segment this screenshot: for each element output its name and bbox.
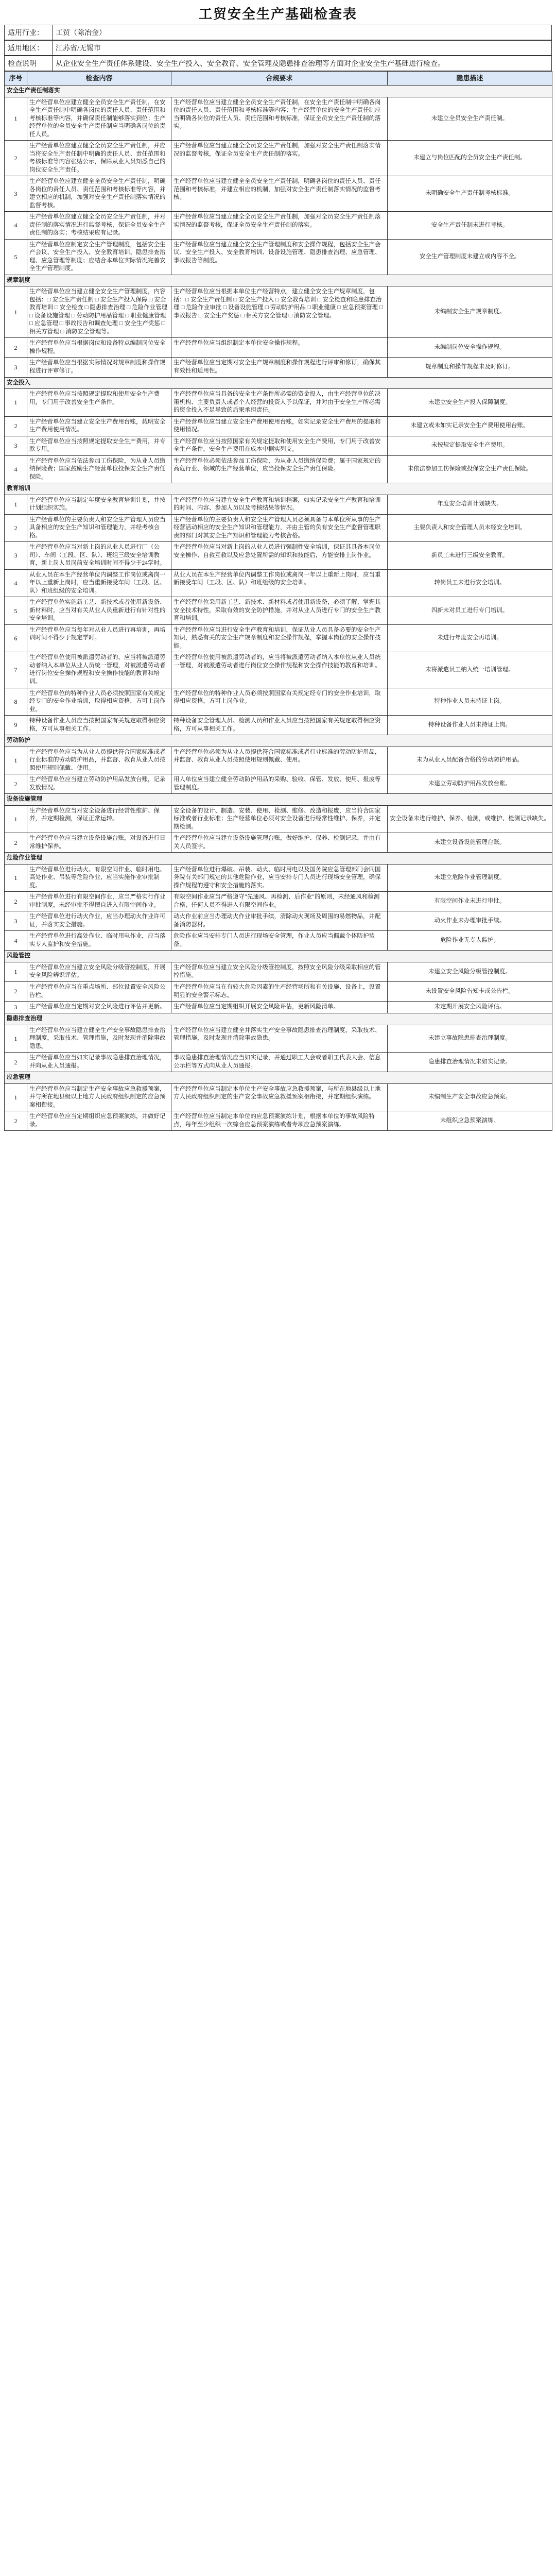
meta-key: 适用行业： xyxy=(4,25,52,40)
row-content: 从业人员在本生产经营单位内调整工作岗位或离岗一年以上重新上岗时，应当重新接受车间（工段、区、队）和班组级的安全培训。 xyxy=(27,569,171,597)
row-issue: 未设置安全风险告知卡或公告栏。 xyxy=(388,981,552,1001)
row-content: 生产经营单位应建立健全全员安全生产责任制，并应当将安全生产责任制中明确的责任人员、责任范围和考核标准等内容张贴公示，保障从业人员知悉自己的岗位安全生产责任。 xyxy=(27,141,171,176)
row-requirement: 生产经营单位应当组织制定本单位安全操作规程。 xyxy=(171,338,388,358)
category-row xyxy=(5,1013,552,1025)
category-label: 危险作业管理 xyxy=(5,853,552,865)
row-content: 生产经营单位应制定安全生产管理制度，包括安全生产会议、安全生产投入、安全教育培训、隐患排查治理、应急管理等制度；应结合本单位实际情况完善安全生产管理制度。 xyxy=(27,239,171,275)
category-row xyxy=(5,735,552,747)
checklist-table xyxy=(4,71,552,1131)
row-requirement: 从业人员在本生产经营单位内调整工作岗位或离岗一年以上重新上岗时，应当重新接受车间（工段、区、队）和班组级的安全培训。 xyxy=(171,569,388,597)
row-index: 3 xyxy=(5,911,27,931)
row-issue: 规章制度和操作规程未及时修订。 xyxy=(388,358,552,377)
category-label: 隐患排查治理 xyxy=(5,1013,552,1025)
row-index: 4 xyxy=(5,931,27,951)
row-requirement: 生产经营单位进行爆破、吊装、动火、临时用电以及国务院应急管理部门会同国务院有关部门规定的其他危险作业，应当安排专门人员进行现场安全管理，确保操作规程的遵守和安全措施的落实。 xyxy=(171,864,388,892)
category-label: 规章制度 xyxy=(5,275,552,286)
category-label: 劳动防护 xyxy=(5,735,552,747)
row-index: 1 xyxy=(5,97,27,141)
row-index: 2 xyxy=(5,774,27,794)
row-requirement: 生产经营单位应当定期组织开展安全风险评估，更新风险清单。 xyxy=(171,1002,388,1013)
row-content: 生产经营单位应当根据岗位和设备特点编制岗位安全操作规程。 xyxy=(27,338,171,358)
row-index: 3 xyxy=(5,1002,27,1013)
category-row xyxy=(5,1072,552,1084)
row-issue: 危险作业无专人监护。 xyxy=(388,931,552,951)
table-row xyxy=(5,716,552,735)
table-row xyxy=(5,212,552,240)
row-issue: 未编制岗位安全操作规程。 xyxy=(388,338,552,358)
table-row xyxy=(5,962,552,981)
row-index: 7 xyxy=(5,652,27,688)
row-content: 生产经营单位应建立健全全员安全生产责任制，明确各岗位的责任人员、责任范围和考核标准等内容，并建立相应的机制，加强对安全生产责任制落实情况的监督考核。 xyxy=(27,176,171,212)
table-row xyxy=(5,688,552,716)
row-content: 生产经营单位应当按照规定提取和使用安全生产费用，专门用于改善安全生产条件。 xyxy=(27,389,171,417)
meta-row xyxy=(4,40,552,56)
row-content: 生产经营单位应当建立设备设施台账，对设备进行日常维护保养。 xyxy=(27,833,171,853)
row-index: 1 xyxy=(5,286,27,338)
table-row xyxy=(5,864,552,892)
table-row xyxy=(5,1083,552,1111)
row-index: 6 xyxy=(5,624,27,652)
row-requirement: 生产经营单位应当在有较大危险因素的生产经营场所和有关设施、设备上，设置明显的安全警示标志。 xyxy=(171,981,388,1001)
row-index: 5 xyxy=(5,239,27,275)
meta-key: 检查说明 xyxy=(4,56,52,71)
row-issue: 安全生产责任制未进行考核。 xyxy=(388,212,552,240)
row-index: 1 xyxy=(5,1083,27,1111)
row-issue: 未为从业人员配备合格的劳动防护用品。 xyxy=(388,747,552,774)
row-issue: 未编制安全生产规章制度。 xyxy=(388,286,552,338)
category-row xyxy=(5,275,552,286)
row-requirement: 危险作业应当安排专门人员进行现场安全管理，作业人员应当佩戴个体防护装备。 xyxy=(171,931,388,951)
row-index: 3 xyxy=(5,358,27,377)
row-issue: 未定期开展安全风险评估。 xyxy=(388,1002,552,1013)
row-content: 生产经营单位应当制定年度安全教育培训计划，并按计划组织实施。 xyxy=(27,495,171,514)
row-issue: 未建立与岗位匹配的全员安全生产责任制。 xyxy=(388,141,552,176)
row-content: 生产经营单位应当定期组织应急预案演练，并做好记录。 xyxy=(27,1111,171,1131)
row-index: 3 xyxy=(5,176,27,212)
row-index: 1 xyxy=(5,962,27,981)
table-row xyxy=(5,1053,552,1072)
row-content: 生产经营单位应当建立健全安全生产管理制度，内容包括：□ 安全生产责任制 □ 安全生产投入保障 □ 安全教育培训 □ 安全检查 □ 隐患排查治理 □ 危险作业管理 □ 设备设施管理 □ 劳动防护用品管理 □ 职业健康管理 □ 应急管理 □ 事故报告和调查处理 □ 安全生产奖惩 □ 相关方管理 □ 消防安全管理等。 xyxy=(27,286,171,338)
table-row xyxy=(5,911,552,931)
row-issue: 未建立危险作业管理制度。 xyxy=(388,864,552,892)
table-header-row xyxy=(5,72,552,86)
meta-row xyxy=(4,25,552,40)
table-row xyxy=(5,542,552,570)
row-requirement: 生产经营单位应当根据本单位生产经营特点，建立健全安全生产规章制度，包括：□ 安全生产责任制 □ 安全生产投入 □ 安全教育培训 □ 安全检查和隐患排查治理 □ 危险作业审批 □ 设备设施管理 □ 劳动防护用品 □ 职业健康 □ 应急预案管理 □ 事故报告 □ 安全生产奖惩 □ 相关方安全管理 □ 消防安全管理。 xyxy=(171,286,388,338)
row-index: 4 xyxy=(5,455,27,483)
table-row xyxy=(5,338,552,358)
table-row xyxy=(5,514,552,542)
row-index: 2 xyxy=(5,981,27,1001)
row-content: 生产经营单位进行动火、有限空间作业、临时用电、高处作业、吊装等危险作业，应当实施作业审批制度。 xyxy=(27,864,171,892)
category-row xyxy=(5,377,552,389)
table-row xyxy=(5,833,552,853)
row-requirement: 生产经营单位应当建立健全全员安全生产责任制，在安全生产责任制中明确各岗位的责任人员、责任范围和考核标准等内容；生产经营单位的安全生产责任制应当明确各岗位的责任人员、责任范围和考核标准，保证全员安全生产责任制的落实。 xyxy=(171,97,388,141)
row-issue: 年度安全培训计划缺失。 xyxy=(388,495,552,514)
row-content: 生产经营单位应当根据实际情况对规章制度和操作规程进行评审修订。 xyxy=(27,358,171,377)
row-issue: 安全设备未进行维护、保养、检测，或维护、检测记录缺失。 xyxy=(388,805,552,833)
table-row xyxy=(5,286,552,338)
row-issue: 未进行年度安全再培训。 xyxy=(388,624,552,652)
row-issue: 特种作业人员未持证上岗。 xyxy=(388,688,552,716)
row-index: 8 xyxy=(5,688,27,716)
row-requirement: 生产经营单位的主要负责人和安全生产管理人员必须具备与本单位所从事的生产经营活动相应的安全生产知识和管理能力，并由主管的负有安全生产监督管理职责的部门对其安全生产知识和管理能力考核合格。 xyxy=(171,514,388,542)
header-content: 检查内容 xyxy=(27,72,171,86)
row-requirement: 生产经营单位使用被派遣劳动者的，应当将被派遣劳动者纳入本单位从业人员统一管理，对被派遣劳动者进行岗位安全操作规程和安全操作技能的教育和培训。 xyxy=(171,652,388,688)
row-index: 1 xyxy=(5,1025,27,1053)
row-content: 生产经营单位实施新工艺、新技术或者使用新设备、新材料时，应当对有关从业人员重新进行有针对性的安全培训。 xyxy=(27,597,171,625)
category-label: 设备设施管理 xyxy=(5,794,552,806)
row-issue: 未编制生产安全事故应急预案。 xyxy=(388,1083,552,1111)
row-requirement: 安全设备的设计、制造、安装、使用、检测、维修、改造和报废，应当符合国家标准或者行业标准；生产经营单位必须对安全设备进行经常性维护、保养，并定期检测。 xyxy=(171,805,388,833)
row-content: 生产经营单位应建立健全全员安全生产责任制，并对责任制的落实情况进行监督考核，保证全员安全生产责任制的落实；考核结果应有记录。 xyxy=(27,212,171,240)
meta-value: 江苏省/无锡市 xyxy=(52,41,552,56)
row-requirement: 生产经营单位应当建立安全风险分级管控制度，按照安全风险分级采取相应的管控措施。 xyxy=(171,962,388,981)
table-row xyxy=(5,597,552,625)
row-issue: 未建立全员安全生产责任制。 xyxy=(388,97,552,141)
row-requirement: 生产经营单位应当制定本单位的应急预案演练计划，根据本单位的事故风险特点，每年至少组织一次综合应急预案演练或者专项应急预案演练。 xyxy=(171,1111,388,1131)
row-content: 生产经营单位进行动火作业，应当办理动火作业许可证，并落实安全措施。 xyxy=(27,911,171,931)
row-index: 4 xyxy=(5,569,27,597)
row-content: 生产经营单位应当依法参加工伤保险，为从业人员缴纳保险费；国家鼓励生产经营单位投保安全生产责任保险。 xyxy=(27,455,171,483)
category-label: 安全生产责任制落实 xyxy=(5,86,552,97)
table-row xyxy=(5,416,552,436)
category-row xyxy=(5,86,552,97)
row-index: 1 xyxy=(5,805,27,833)
row-index: 2 xyxy=(5,1111,27,1131)
row-content: 生产经营单位应当在重点场所、部位设置安全风险公告栏。 xyxy=(27,981,171,1001)
row-index: 2 xyxy=(5,833,27,853)
row-content: 生产经营单位应当建立安全风险分级管控制度，开展安全风险辨识评估。 xyxy=(27,962,171,981)
row-index: 2 xyxy=(5,416,27,436)
category-row xyxy=(5,483,552,495)
row-issue: 主要负责人和安全管理人员未经安全培训。 xyxy=(388,514,552,542)
row-content: 生产经营单位进行高处作业、临时用电作业，应当落实专人监护和安全措施。 xyxy=(27,931,171,951)
table-row xyxy=(5,358,552,377)
table-row xyxy=(5,1111,552,1131)
row-index: 2 xyxy=(5,141,27,176)
row-requirement: 生产经营单位的特种作业人员必须按照国家有关规定经专门的安全作业培训，取得相应资格，方可上岗作业。 xyxy=(171,688,388,716)
row-requirement: 生产经营单位应当建立健全安全生产管理制度和安全操作规程，包括安全生产会议、安全生产投入、安全教育培训、设备设施管理、隐患排查治理、应急管理、事故报告等制度。 xyxy=(171,239,388,275)
category-label: 教育培训 xyxy=(5,483,552,495)
row-requirement: 生产经营单位必须为从业人员提供符合国家标准或者行业标准的劳动防护用品，并监督、教育从业人员按照使用规则佩戴、使用。 xyxy=(171,747,388,774)
meta-value: 工贸（除冶金） xyxy=(52,25,552,40)
page-title: 工贸安全生产基础检查表 xyxy=(198,7,357,22)
row-content: 生产经营单位应当每年对从业人员进行再培训，再培训时间不得少于规定学时。 xyxy=(27,624,171,652)
row-requirement: 事故隐患排查治理情况应当如实记录，并通过职工大会或者职工代表大会、信息公示栏等方式向从业人员通报。 xyxy=(171,1053,388,1072)
row-issue: 新员工未进行三级安全教育。 xyxy=(388,542,552,570)
table-body xyxy=(5,86,552,1131)
row-index: 1 xyxy=(5,864,27,892)
table-row xyxy=(5,97,552,141)
row-requirement: 有限空间作业应当严格遵守"先通风、再检测、后作业"的原则，未经通风和检测合格，任何人员不得进入有限空间作业。 xyxy=(171,892,388,911)
table-row xyxy=(5,981,552,1001)
row-requirement: 用人单位应当建立健全劳动防护用品的采购、验收、保管、发放、使用、报废等管理制度。 xyxy=(171,774,388,794)
row-content: 生产经营单位应当建立健全生产安全事故隐患排查治理制度，采取技术、管理措施，及时发现并消除事故隐患。 xyxy=(27,1025,171,1053)
category-row xyxy=(5,951,552,962)
row-content: 生产经营单位应当建立安全生产费用台账，载明安全生产费用使用情况。 xyxy=(27,416,171,436)
row-content: 生产经营单位应当制定生产安全事故应急救援预案，并与所在地县级以上地方人民政府组织制定的应急预案相衔接。 xyxy=(27,1083,171,1111)
table-row xyxy=(5,176,552,212)
row-content: 特种设备作业人员应当按照国家有关规定取得相应资格，方可从事相关工作。 xyxy=(27,716,171,735)
header-issue: 隐患描述 xyxy=(388,72,552,86)
row-content: 生产经营单位应当为从业人员提供符合国家标准或者行业标准的劳动防护用品，并监督、教育从业人员按照使用规则佩戴、使用。 xyxy=(27,747,171,774)
row-index: 3 xyxy=(5,436,27,455)
table-row xyxy=(5,892,552,911)
row-content: 生产经营单位应当对新上岗的从业人员进行厂（公司）、车间（工段、区、队）、班组三级安全培训教育，新上岗人员岗前安全培训时间不得少于24学时。 xyxy=(27,542,171,570)
row-issue: 未建立事故隐患排查治理制度。 xyxy=(388,1025,552,1053)
row-issue: 未按规定提取安全生产费用。 xyxy=(388,436,552,455)
row-requirement: 生产经营单位应当按照国家有关规定提取和使用安全生产费用，专门用于改善安全生产条件，安全生产费用在成本中据实列支。 xyxy=(171,436,388,455)
row-issue: 未建立或未如实记录安全生产费用使用台账。 xyxy=(388,416,552,436)
row-issue: 未将派遣员工纳入统一培训管理。 xyxy=(388,652,552,688)
table-row xyxy=(5,931,552,951)
row-requirement: 特种设备安全管理人员、检测人员和作业人员应当按照国家有关规定取得相应资格，方可从事相关工作。 xyxy=(171,716,388,735)
row-content: 生产经营单位应当建立劳动防护用品发放台账，记录发放情况。 xyxy=(27,774,171,794)
row-issue: 未建立劳动防护用品发放台账。 xyxy=(388,774,552,794)
row-issue: 有限空间作业未进行审批。 xyxy=(388,892,552,911)
row-content: 生产经营单位使用被派遣劳动者的，应当将被派遣劳动者纳入本单位从业人员统一管理，对被派遣劳动者进行岗位安全操作规程和安全操作技能的教育和培训。 xyxy=(27,652,171,688)
row-index: 2 xyxy=(5,338,27,358)
row-index: 2 xyxy=(5,514,27,542)
row-index: 2 xyxy=(5,1053,27,1072)
row-issue: 隐患排查治理情况未如实记录。 xyxy=(388,1053,552,1072)
header-requirement: 合规要求 xyxy=(171,72,388,86)
row-requirement: 生产经营单位应当进行安全生产教育和培训，保证从业人员具备必要的安全生产知识，熟悉有关的安全生产规章制度和安全操作规程，掌握本岗位的安全操作技能。 xyxy=(171,624,388,652)
table-row xyxy=(5,624,552,652)
row-requirement: 生产经营单位应当建立健全并落实生产安全事故隐患排查治理制度，采取技术、管理措施，及时发现并消除事故隐患。 xyxy=(171,1025,388,1053)
row-issue: 未依法参加工伤保险或投保安全生产责任保险。 xyxy=(388,455,552,483)
table-row xyxy=(5,1002,552,1013)
row-issue: 转岗员工未进行安全培训。 xyxy=(388,569,552,597)
table-row xyxy=(5,495,552,514)
category-row xyxy=(5,853,552,865)
row-index: 4 xyxy=(5,212,27,240)
row-issue: 未明确安全生产责任制考核标准。 xyxy=(388,176,552,212)
category-label: 风险管控 xyxy=(5,951,552,962)
row-issue: 未建立安全生产投入保障制度。 xyxy=(388,389,552,417)
row-index: 3 xyxy=(5,542,27,570)
row-content: 生产经营单位的主要负责人和安全生产管理人员应当具备相应的安全生产知识和管理能力，并经考核合格。 xyxy=(27,514,171,542)
category-label: 应急管理 xyxy=(5,1072,552,1084)
table-row xyxy=(5,239,552,275)
row-content: 生产经营单位进行有限空间作业，应当严格实行作业审批制度，未经审批不得擅自进入有限空间作业。 xyxy=(27,892,171,911)
table-row xyxy=(5,569,552,597)
meta-value: 从企业安全生产责任体系建设、安全生产投入、安全教育、安全管理及隐患排查治理等方面对企业安全生产基础进行检查。 xyxy=(52,56,552,71)
table-row xyxy=(5,455,552,483)
row-requirement: 生产经营单位应当具备的安全生产条件所必需的资金投入，由生产经营单位的决策机构、主要负责人或者个人经营的投资人予以保证，并对由于安全生产所必需的资金投入不足导致的后果承担责任。 xyxy=(171,389,388,417)
row-index: 2 xyxy=(5,892,27,911)
row-content: 生产经营单位应建立健全全员安全生产责任制，在安全生产责任制中明确各岗位的责任人员、责任范围和考核标准等内容，并确保责任制能够落实到位；生产经营单位的全员安全生产责任制应当明确各岗位的责任人员。 xyxy=(27,97,171,141)
row-issue: 安全生产管理制度未建立或内容不全。 xyxy=(388,239,552,275)
row-content: 生产经营单位应当按照规定提取安全生产费用，并专款专用。 xyxy=(27,436,171,455)
category-label: 安全投入 xyxy=(5,377,552,389)
row-content: 生产经营单位应当定期对安全风险进行评估并更新。 xyxy=(27,1002,171,1013)
category-row xyxy=(5,794,552,806)
meta-row xyxy=(4,56,552,71)
row-requirement: 生产经营单位应当对新上岗的从业人员进行强制性安全培训，保证其具备本岗位安全操作、自救互救以及应急处置所需的知识和技能后，方能安排上岗作业。 xyxy=(171,542,388,570)
table-row xyxy=(5,774,552,794)
table-row xyxy=(5,389,552,417)
row-index: 5 xyxy=(5,597,27,625)
row-requirement: 生产经营单位采用新工艺、新技术、新材料或者使用新设备，必须了解、掌握其安全技术特性，采取有效的安全防护措施，并对从业人员进行专门的安全生产教育和培训。 xyxy=(171,597,388,625)
row-requirement: 生产经营单位应当建立设备设施管理台账，做好维护、保养、检测记录，并由有关人员签字。 xyxy=(171,833,388,853)
table-row xyxy=(5,747,552,774)
table-row xyxy=(5,652,552,688)
row-index: 1 xyxy=(5,389,27,417)
row-issue: 未建立设备设施管理台账。 xyxy=(388,833,552,853)
row-requirement: 动火作业前应当办理动火作业审批手续，清除动火现场及周围的易燃物品，并配备消防器材。 xyxy=(171,911,388,931)
row-index: 1 xyxy=(5,747,27,774)
row-issue: 特种设备作业人员未持证上岗。 xyxy=(388,716,552,735)
row-issue: 动火作业未办理审批手续。 xyxy=(388,911,552,931)
row-issue: 四新未对员工进行专门培训。 xyxy=(388,597,552,625)
row-content: 生产经营单位应当如实记录事故隐患排查治理情况，并向从业人员通报。 xyxy=(27,1053,171,1072)
row-index: 9 xyxy=(5,716,27,735)
table-row xyxy=(5,141,552,176)
row-content: 生产经营单位的特种作业人员必须按照国家有关规定经专门的安全作业培训，取得相应资格，方可上岗作业。 xyxy=(27,688,171,716)
row-requirement: 生产经营单位应当建立安全生产教育和培训档案，如实记录安全生产教育和培训的时间、内容、参加人员以及考核结果等情况。 xyxy=(171,495,388,514)
header-index: 序号 xyxy=(5,72,27,86)
row-requirement: 生产经营单位应当建立健全全员安全生产责任制，明确各岗位的责任人员、责任范围和考核标准，并建立相应的机制，加强对安全生产责任制落实情况的监督考核。 xyxy=(171,176,388,212)
row-index: 1 xyxy=(5,495,27,514)
row-requirement: 生产经营单位应当定期对安全生产规章制度和操作规程进行评审和修订，确保其有效性和适用性。 xyxy=(171,358,388,377)
table-row xyxy=(5,1025,552,1053)
row-issue: 未建立安全风险分级管控制度。 xyxy=(388,962,552,981)
meta-block xyxy=(4,25,552,71)
row-requirement: 生产经营单位应当建立安全生产费用使用台账，如实记录安全生产费用的提取和使用情况。 xyxy=(171,416,388,436)
checklist-page xyxy=(4,4,552,1131)
row-content: 生产经营单位应当对安全设备进行经常性维护、保养，并定期检测，保证正常运转。 xyxy=(27,805,171,833)
row-issue: 未组织应急预案演练。 xyxy=(388,1111,552,1131)
row-requirement: 生产经营单位应当建立健全全员安全生产责任制，加强对全员安全生产责任制落实情况的监督考核，保证全员安全生产责任制的落实。 xyxy=(171,212,388,240)
row-requirement: 生产经营单位必须依法参加工伤保险，为从业人员缴纳保险费；属于国家规定的高危行业、领域的生产经营单位，应当投保安全生产责任保险。 xyxy=(171,455,388,483)
meta-key: 适用地区： xyxy=(4,41,52,56)
row-requirement: 生产经营单位应当制定本单位生产安全事故应急救援预案，与所在地县级以上地方人民政府组织制定的生产安全事故应急救援预案相衔接，并定期组织演练。 xyxy=(171,1083,388,1111)
table-row xyxy=(5,436,552,455)
row-requirement: 生产经营单位应当建立健全全员安全生产责任制，加强对安全生产责任制落实情况的监督考核，保证全员安全生产责任制的落实。 xyxy=(171,141,388,176)
table-row xyxy=(5,805,552,833)
